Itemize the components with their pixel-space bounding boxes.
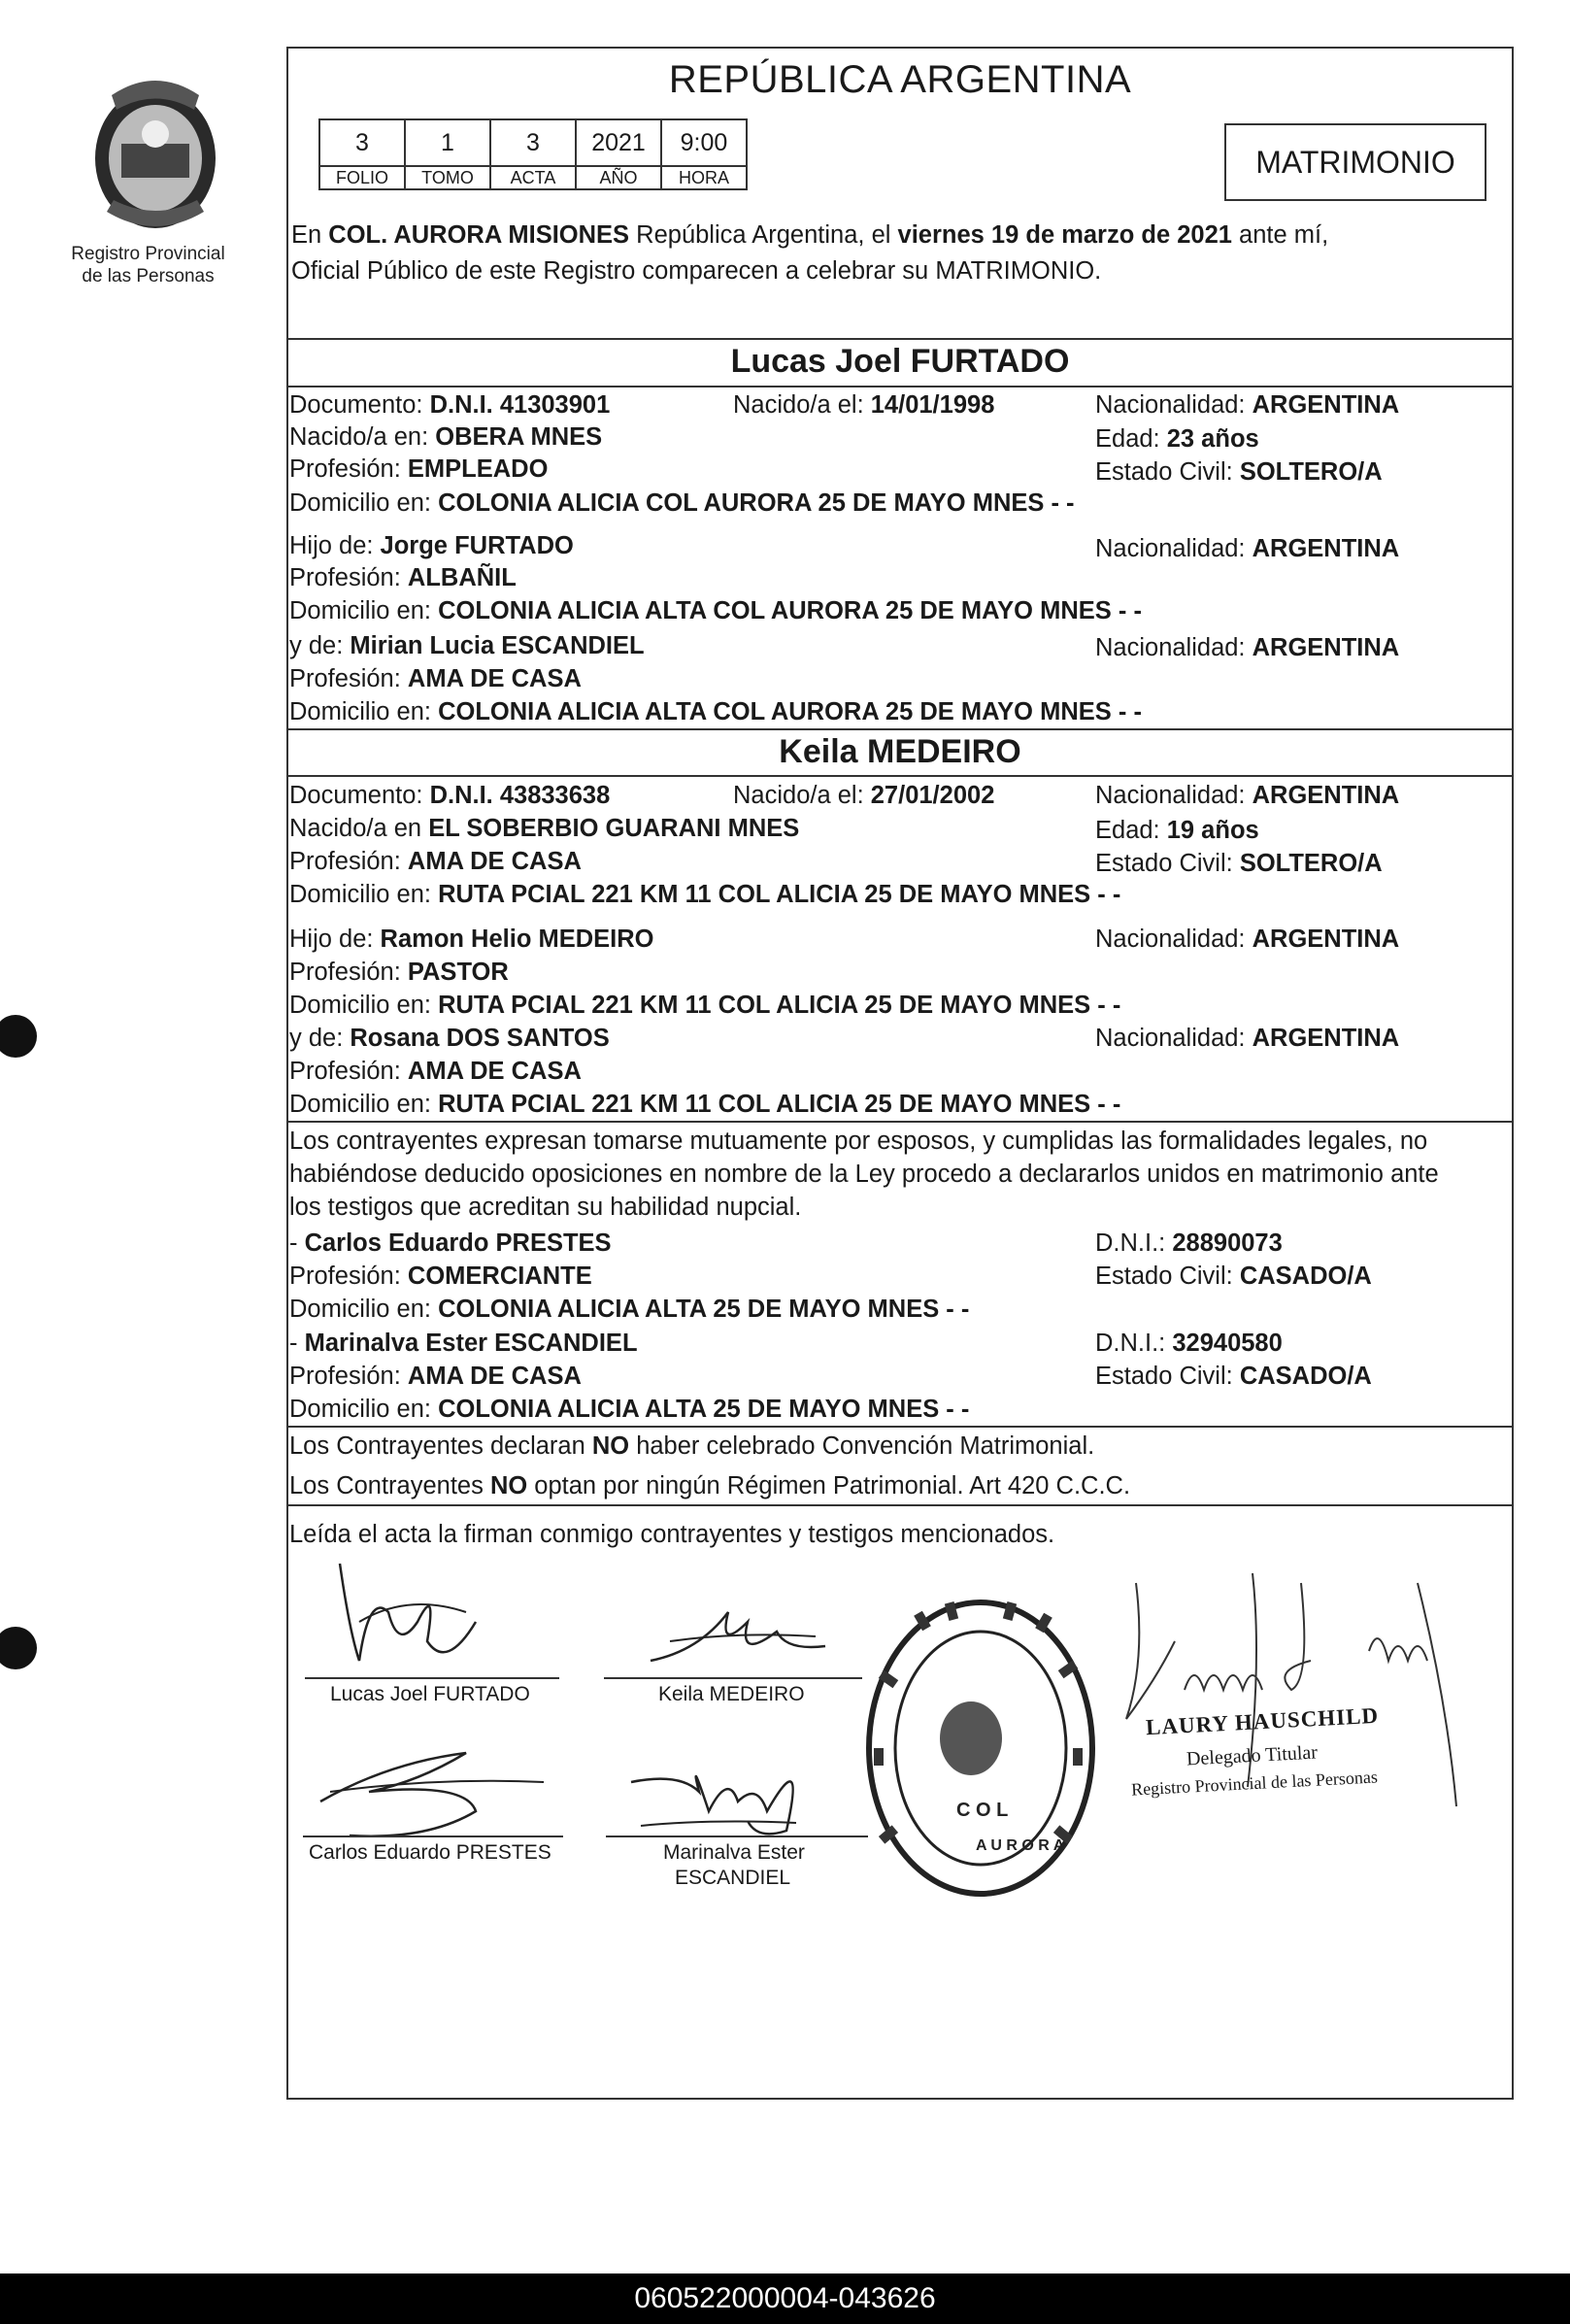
svg-text:C O L: C O L	[956, 1800, 1009, 1821]
witness2-civil-status: Estado Civil: CASADO/A	[1095, 1363, 1372, 1390]
year-label: AÑO	[576, 166, 661, 189]
divider	[286, 386, 1514, 387]
spouse2-father-nationality: Nacionalidad: ARGENTINA	[1095, 926, 1400, 953]
tomo-label: TOMO	[405, 166, 490, 189]
spouse2-father-address: Domicilio en: RUTA PCIAL 221 KM 11 COL ALICIA 25 DE MAYO MNES - -	[289, 992, 1121, 1019]
intro-line-1: En COL. AURORA MISIONES República Argentina, el viernes 19 de marzo de 2021 ante mí,	[291, 221, 1329, 249]
witness1-profession: Profesión: COMERCIANTE	[289, 1263, 592, 1290]
punch-hole	[0, 1627, 37, 1669]
record-type-box: MATRIMONIO	[1224, 123, 1486, 201]
punch-hole	[0, 1015, 37, 1058]
signature-line	[606, 1836, 868, 1837]
spouse2-civil-status: Estado Civil: SOLTERO/A	[1095, 850, 1383, 877]
spouse2-nationality: Nacionalidad: ARGENTINA	[1095, 782, 1400, 809]
declaration-line-2: habiéndose deducido oposiciones en nombre de la Ley procedo a declararlos unidos en matrimonio ante	[289, 1161, 1439, 1188]
spouse1-age: Edad: 23 años	[1095, 425, 1259, 453]
spouse2-address: Domicilio en: RUTA PCIAL 221 KM 11 COL ALICIA 25 DE MAYO MNES - -	[289, 881, 1121, 908]
folio-value: 3	[319, 119, 405, 166]
witness1-dni: D.N.I.: 28890073	[1095, 1229, 1283, 1257]
spouse1-birthplace: Nacido/a en: OBERA MNES	[289, 423, 603, 451]
spouse1-profession: Profesión: EMPLEADO	[289, 455, 549, 483]
closing-statement: Leída el acta la firman conmigo contrayentes y testigos mencionados.	[289, 1521, 1055, 1548]
spouse2-father: Hijo de: Ramon Helio MEDEIRO	[289, 926, 654, 953]
signature-line	[305, 1677, 559, 1679]
signature-name-marinalva-1: Marinalva Ester	[663, 1841, 805, 1864]
document-code: 060522000004-043626	[0, 2273, 1570, 2324]
convention-line-2: Los Contrayentes NO optan por ningún Régimen Patrimonial. Art 420 C.C.C.	[289, 1472, 1131, 1499]
divider	[286, 1121, 1514, 1123]
spouse1-nationality: Nacionalidad: ARGENTINA	[1095, 391, 1400, 419]
official-title: Delegado Titular	[1186, 1741, 1319, 1770]
spouse1-mother-nationality: Nacionalidad: ARGENTINA	[1095, 634, 1400, 661]
spouse1-birthdate: Nacido/a el: 14/01/1998	[733, 391, 995, 419]
page-title: REPÚBLICA ARGENTINA	[668, 58, 1132, 101]
spouse2-name: Keila MEDEIRO	[779, 733, 1021, 770]
acta-label: ACTA	[490, 166, 576, 189]
witness1-civil-status: Estado Civil: CASADO/A	[1095, 1263, 1372, 1290]
divider	[286, 1504, 1514, 1506]
spouse2-age: Edad: 19 años	[1095, 817, 1259, 844]
witness1-name: - Carlos Eduardo PRESTES	[289, 1229, 612, 1257]
spouse1-father-address: Domicilio en: COLONIA ALICIA ALTA COL AURORA 25 DE MAYO MNES - -	[289, 597, 1142, 624]
divider	[286, 728, 1514, 730]
signature-line	[303, 1836, 563, 1837]
svg-text:A U R O R A: A U R O R A	[976, 1837, 1065, 1854]
registry-stamp-icon	[859, 1593, 1102, 1903]
spouse2-birthplace: Nacido/a en EL SOBERBIO GUARANI MNES	[289, 815, 800, 842]
hour-value: 9:00	[661, 119, 747, 166]
divider	[286, 1426, 1514, 1428]
declaration-line-3: los testigos que acreditan su habilidad nupcial.	[289, 1194, 802, 1221]
official-org: Registro Provincial de las Personas	[1130, 1767, 1379, 1800]
spouse1-mother: y de: Mirian Lucia ESCANDIEL	[289, 632, 645, 659]
witness2-profession: Profesión: AMA DE CASA	[289, 1363, 582, 1390]
signature-line	[604, 1677, 862, 1679]
signature-name-marinalva-2: ESCANDIEL	[675, 1867, 791, 1889]
spouse1-civil-status: Estado Civil: SOLTERO/A	[1095, 458, 1383, 486]
intro-line-2: Oficial Público de este Registro comparecen a celebrar su MATRIMONIO.	[291, 257, 1102, 285]
witness1-address: Domicilio en: COLONIA ALICIA ALTA 25 DE MAYO MNES - -	[289, 1296, 970, 1323]
spouse2-mother-profession: Profesión: AMA DE CASA	[289, 1058, 582, 1085]
convention-line-1: Los Contrayentes declaran NO haber celebrado Convención Matrimonial.	[289, 1432, 1095, 1460]
spouse2-father-profession: Profesión: PASTOR	[289, 959, 509, 986]
divider	[286, 338, 1514, 340]
spouse2-mother-nationality: Nacionalidad: ARGENTINA	[1095, 1025, 1400, 1052]
signature-carlos-icon	[311, 1743, 563, 1850]
witness2-dni: D.N.I.: 32940580	[1095, 1330, 1283, 1357]
spouse2-mother: y de: Rosana DOS SANTOS	[289, 1025, 610, 1052]
spouse1-father-nationality: Nacionalidad: ARGENTINA	[1095, 535, 1400, 562]
tomo-value: 1	[405, 119, 490, 166]
divider	[286, 775, 1514, 777]
spouse1-father: Hijo de: Jorge FURTADO	[289, 532, 574, 559]
spouse1-address: Domicilio en: COLONIA ALICIA COL AURORA 25 DE MAYO MNES - -	[289, 489, 1075, 517]
official-name: LAURY HAUSCHILD	[1145, 1702, 1380, 1740]
witness2-address: Domicilio en: COLONIA ALICIA ALTA 25 DE MAYO MNES - -	[289, 1396, 970, 1423]
signature-name-carlos: Carlos Eduardo PRESTES	[309, 1841, 551, 1864]
spouse2-mother-address: Domicilio en: RUTA PCIAL 221 KM 11 COL ALICIA 25 DE MAYO MNES - -	[289, 1091, 1121, 1118]
signature-keila-icon	[641, 1593, 835, 1680]
year-value: 2021	[576, 119, 661, 166]
spouse2-document: Documento: D.N.I. 43833638	[289, 782, 611, 809]
record-fields-table	[318, 118, 748, 190]
hour-label: HORA	[661, 166, 747, 189]
registry-label: Registro Provincial de las Personas	[71, 244, 225, 286]
spouse1-mother-profession: Profesión: AMA DE CASA	[289, 665, 582, 692]
signature-name-lucas: Lucas Joel FURTADO	[330, 1683, 530, 1705]
spouse1-father-profession: Profesión: ALBAÑIL	[289, 564, 517, 591]
spouse1-mother-address: Domicilio en: COLONIA ALICIA ALTA COL AURORA 25 DE MAYO MNES - -	[289, 698, 1142, 725]
spouse2-profession: Profesión: AMA DE CASA	[289, 848, 582, 875]
acta-value: 3	[490, 119, 576, 166]
spouse2-birthdate: Nacido/a el: 27/01/2002	[733, 782, 995, 809]
signature-name-keila: Keila MEDEIRO	[658, 1683, 805, 1705]
spouse1-document: Documento: D.N.I. 41303901	[289, 391, 611, 419]
provincial-seal-icon	[73, 66, 238, 236]
folio-label: FOLIO	[319, 166, 405, 189]
declaration-line-1: Los contrayentes expresan tomarse mutuamente por esposos, y cumplidas las formalidades legales, no	[289, 1128, 1428, 1155]
signature-lucas-icon	[320, 1554, 515, 1680]
witness2-name: - Marinalva Ester ESCANDIEL	[289, 1330, 638, 1357]
spouse1-name: Lucas Joel FURTADO	[730, 343, 1070, 380]
